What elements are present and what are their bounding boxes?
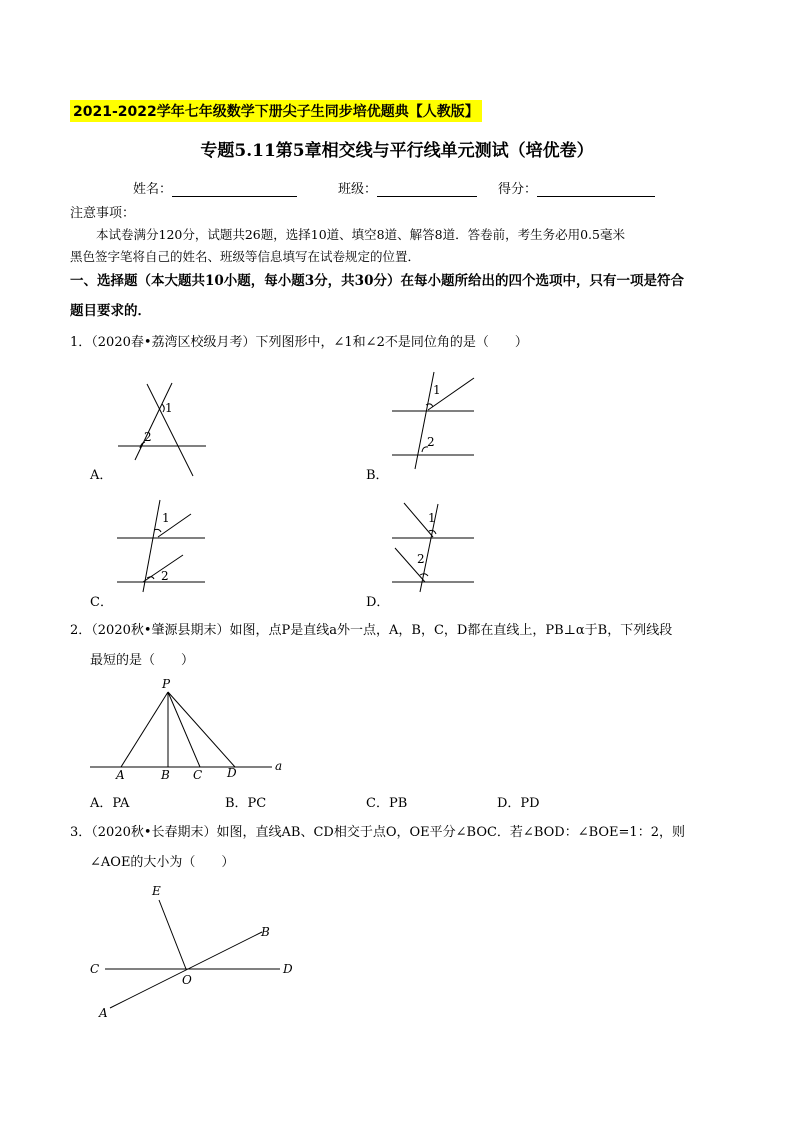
q1a-angle2-label: 2: [144, 430, 152, 444]
q2-point-d: D: [227, 766, 237, 780]
q2-option-a[interactable]: A．PA: [90, 796, 130, 811]
notice-line2: 黑色签字笔将自己的姓名、班级等信息填写在试卷规定的位置．: [70, 249, 421, 264]
q2-option-b[interactable]: B．PC: [225, 796, 267, 811]
q2-option-d[interactable]: D．PD: [497, 796, 540, 811]
q1-option-b[interactable]: B．: [366, 468, 389, 483]
q2-point-p: P: [162, 677, 171, 691]
q3-point-d: D: [283, 962, 293, 976]
score-label: 得分：: [498, 182, 538, 197]
q1b-angle1-label: 1: [433, 383, 441, 397]
q3-point-c: C: [90, 962, 100, 976]
q2-point-c: C: [193, 768, 203, 782]
q2-line1: 2．（2020秋•肇源县期末）如图，点P是直线a外一点，A，B，C，D都在直线上，PB⊥α于B，下列线段: [70, 623, 673, 638]
q3-line1: 3．（2020秋•长春期末）如图，直线AB、CD相交于点O，OE平分∠BOC．若∠BOD：∠BOE=1：2，则: [70, 825, 685, 840]
section1-line2: 题目要求的．: [70, 303, 151, 319]
q2-option-c[interactable]: C．PB: [366, 796, 408, 811]
q2-line2: 最短的是（ ）: [90, 653, 195, 668]
q1-option-d[interactable]: D．: [366, 595, 390, 610]
q2-point-a: A: [116, 768, 125, 782]
notice-line1: 本试卷满分120分，试题共26题，选择10道、填空8道、解答8道．答卷前，考生务必用0.5毫米: [96, 227, 625, 242]
page-title: 专题5.11第5章相交线与平行线单元测试（培优卷）: [200, 141, 594, 161]
q1b-angle2-label: 2: [427, 435, 435, 449]
q1-option-a[interactable]: A．: [90, 468, 113, 483]
q3-point-b: B: [261, 925, 270, 939]
q1-option-c[interactable]: C．: [90, 595, 113, 610]
q3-point-a: A: [99, 1006, 108, 1020]
q1c-angle1-label: 1: [162, 511, 170, 525]
series-banner: 2021-2022学年七年级数学下册尖子生同步培优题典【人教版】: [70, 100, 482, 122]
q2-line-a: a: [275, 759, 283, 773]
q3-point-e: E: [152, 884, 161, 898]
q1d-angle1-label: 1: [428, 511, 436, 525]
q1d-angle2-label: 2: [417, 552, 425, 566]
notice-heading: 注意事项：: [70, 206, 136, 221]
q1c-angle2-label: 2: [161, 569, 169, 583]
class-label: 班级：: [338, 182, 378, 197]
name-label: 姓名：: [133, 182, 173, 197]
section1-line1: 一、选择题（本大题共10小题，每小题3分，共30分）在每小题所给出的四个选项中，只有一项是符合: [70, 273, 684, 289]
q1a-angle1-label: 1: [165, 401, 173, 415]
q3-point-o: O: [182, 973, 192, 987]
q1-text: 1．（2020春•荔湾区校级月考）下列图形中，∠1和∠2不是同位角的是（ ）: [70, 335, 528, 350]
q2-point-b: B: [161, 768, 170, 782]
q3-line2: ∠AOE的大小为（ ）: [90, 855, 235, 870]
